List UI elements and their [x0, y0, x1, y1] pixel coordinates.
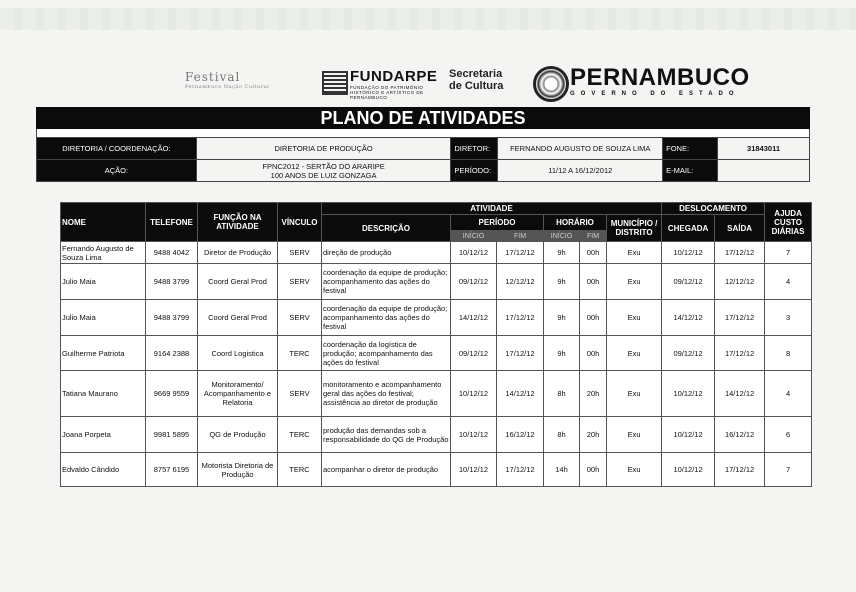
cell-saida: 17/12/12	[715, 242, 765, 264]
cell-descricao: coordenação da equipe de produção; acompanhamento das ações do festival	[322, 264, 451, 300]
cell-h-inicio: 8h	[544, 371, 580, 417]
fundarpe-logo-text: FUNDARPE	[350, 68, 438, 85]
cell-vinculo: TERC	[278, 453, 322, 487]
cell-funcao: Diretor de Produção	[198, 242, 278, 264]
cell-chegada: 14/12/12	[662, 300, 715, 336]
cell-ajuda: 6	[765, 417, 812, 453]
cell-p-inicio: 14/12/12	[451, 300, 497, 336]
cell-h-inicio: 9h	[544, 336, 580, 371]
cell-p-fim: 17/12/12	[497, 453, 544, 487]
cell-ajuda: 3	[765, 300, 812, 336]
cell-funcao: Coord Logistica	[198, 336, 278, 371]
cell-ajuda: 7	[765, 242, 812, 264]
cell-funcao: Coord Geral Prod	[198, 264, 278, 300]
cell-h-inicio: 9h	[544, 242, 580, 264]
cell-h-fim: 00h	[580, 264, 607, 300]
cell-municipio: Exu	[607, 264, 662, 300]
activities-table	[60, 202, 812, 487]
pernambuco-logo-text: PERNAMBUCO	[570, 64, 750, 91]
cell-h-inicio: 8h	[544, 417, 580, 453]
acao-value-line-1: FPNC2012 - SERTÃO DO ARARIPE	[262, 161, 385, 171]
cell-municipio: Exu	[607, 336, 662, 371]
cell-saida: 12/12/12	[715, 264, 765, 300]
cell-h-fim: 00h	[580, 336, 607, 371]
col-periodo: PERÍODO	[451, 215, 544, 231]
secretaria-line-2: de Cultura	[449, 80, 504, 92]
cell-saida: 17/12/12	[715, 300, 765, 336]
cell-telefone: 9488 3799	[146, 264, 198, 300]
cell-telefone: 9164 2388	[146, 336, 198, 371]
cell-nome: Joana Porpeta	[61, 417, 146, 453]
governo-logo-text: GOVERNO DO ESTADO	[570, 91, 740, 97]
fundarpe-logo-subtext: FUNDAÇÃO DO PATRIMÔNIO HISTÓRICO E ARTÍSTICO DE PERNAMBUCO	[350, 85, 424, 100]
cell-telefone: 9669 9559	[146, 371, 198, 417]
cell-ajuda: 4	[765, 371, 812, 417]
cell-chegada: 09/12/12	[662, 264, 715, 300]
cell-p-inicio: 09/12/12	[451, 336, 497, 371]
col-municipio: MUNICÍPIO / DISTRITO	[607, 215, 662, 242]
cell-funcao: Monitoramento/ Acompanhamento e Relatoria	[198, 371, 278, 417]
cell-chegada: 09/12/12	[662, 336, 715, 371]
col-ajuda: AJUDA CUSTO DIÁRIAS	[765, 203, 812, 242]
cell-h-fim: 20h	[580, 417, 607, 453]
cell-nome: Tatiana Maurano	[61, 371, 146, 417]
cell-p-inicio: 10/12/12	[451, 417, 497, 453]
cell-vinculo: TERC	[278, 336, 322, 371]
cell-nome: Julio Maia	[61, 264, 146, 300]
cell-chegada: 10/12/12	[662, 371, 715, 417]
cell-vinculo: SERV	[278, 242, 322, 264]
secretaria-logo	[449, 68, 503, 92]
festival-logo	[185, 70, 269, 90]
document	[36, 107, 810, 182]
cell-vinculo: TERC	[278, 417, 322, 453]
col-saida: SAÍDA	[715, 215, 765, 242]
cell-telefone: 9488 3799	[146, 300, 198, 336]
festival-logo-text: Festival	[185, 70, 241, 84]
col-periodo-inicio: INÍCIO	[451, 231, 497, 242]
cell-municipio: Exu	[607, 453, 662, 487]
cell-nome: Julio Maia	[61, 300, 146, 336]
col-nome: NOME	[61, 203, 146, 242]
fundarpe-mark-icon	[322, 71, 348, 95]
acao-value	[196, 160, 451, 182]
cell-ajuda: 7	[765, 453, 812, 487]
festival-logo-subtext: Pernambuco Nação Cultural	[185, 84, 270, 90]
diretor-value: FERNANDO AUGUSTO DE SOUZA LIMA	[498, 138, 663, 160]
cell-h-inicio: 9h	[544, 300, 580, 336]
cell-saida: 16/12/12	[715, 417, 765, 453]
col-vinculo: VÍNCULO	[278, 203, 322, 242]
logo-bar	[185, 62, 750, 106]
cell-saida: 17/12/12	[715, 336, 765, 371]
fone-value: 31843011	[718, 138, 810, 160]
cell-p-fim: 17/12/12	[497, 242, 544, 264]
cell-descricao: produção das demandas sob a responsabilidade do QG de Produção	[322, 417, 451, 453]
diretor-label: DIRETOR:	[451, 138, 498, 160]
table-row	[61, 242, 812, 264]
cell-p-inicio: 10/12/12	[451, 242, 497, 264]
table-body	[61, 242, 812, 487]
cell-chegada: 10/12/12	[662, 453, 715, 487]
cell-chegada: 10/12/12	[662, 417, 715, 453]
cell-nome: Fernando Augusto de Souza Lima	[61, 242, 146, 264]
cell-h-fim: 20h	[580, 371, 607, 417]
scan-top-band	[0, 8, 856, 30]
cell-h-inicio: 14h	[544, 453, 580, 487]
cell-telefone: 9981 5895	[146, 417, 198, 453]
cell-municipio: Exu	[607, 417, 662, 453]
cell-descricao: acompanhar o diretor de produção	[322, 453, 451, 487]
cell-funcao: QG de Produção	[198, 417, 278, 453]
cell-vinculo: SERV	[278, 264, 322, 300]
col-deslocamento: DESLOCAMENTO	[662, 203, 765, 215]
cell-h-fim: 00h	[580, 300, 607, 336]
cell-municipio: Exu	[607, 242, 662, 264]
table-row	[61, 417, 812, 453]
cell-descricao: coordenação da logística de produção; acompanhamento das ações do festival	[322, 336, 451, 371]
cell-municipio: Exu	[607, 300, 662, 336]
cell-p-fim: 16/12/12	[497, 417, 544, 453]
cell-p-inicio: 09/12/12	[451, 264, 497, 300]
page-title: PLANO DE ATIVIDADES	[36, 107, 810, 129]
email-value	[718, 160, 810, 182]
cell-telefone: 9488 4042	[146, 242, 198, 264]
cell-p-inicio: 10/12/12	[451, 371, 497, 417]
cell-ajuda: 4	[765, 264, 812, 300]
cell-saida: 14/12/12	[715, 371, 765, 417]
table-row	[61, 371, 812, 417]
cell-nome: Edvaldo Cândido	[61, 453, 146, 487]
cell-vinculo: SERV	[278, 371, 322, 417]
email-label: E-MAIL:	[663, 160, 718, 182]
diretoria-value: DIRETORIA DE PRODUÇÃO	[196, 138, 451, 160]
cell-h-inicio: 9h	[544, 264, 580, 300]
cell-p-fim: 17/12/12	[497, 300, 544, 336]
periodo-value: 11/12 A 16/12/2012	[498, 160, 663, 182]
cell-telefone: 8757 6195	[146, 453, 198, 487]
cell-vinculo: SERV	[278, 300, 322, 336]
col-atividade: ATIVIDADE	[322, 203, 662, 215]
cell-descricao: coordenação da equipe de produção; acompanhamento das ações do festival	[322, 300, 451, 336]
cell-nome: Guilherme Patriota	[61, 336, 146, 371]
col-descricao: DESCRIÇÃO	[322, 215, 451, 242]
cell-ajuda: 8	[765, 336, 812, 371]
cell-municipio: Exu	[607, 371, 662, 417]
cell-p-inicio: 10/12/12	[451, 453, 497, 487]
cell-saida: 17/12/12	[715, 453, 765, 487]
col-horario-fim: FIM	[580, 231, 607, 242]
periodo-label: PERÍODO:	[451, 160, 498, 182]
col-funcao: FUNÇÃO NA ATIVIDADE	[198, 203, 278, 242]
state-seal-icon	[533, 66, 569, 102]
table-row	[61, 453, 812, 487]
cell-descricao: monitoramento e acompanhamento geral das ações do festival; assistência ao diretor de produção	[322, 371, 451, 417]
secretaria-line-1: Secretaria	[449, 68, 503, 80]
cell-p-fim: 14/12/12	[497, 371, 544, 417]
acao-label: AÇÃO:	[37, 160, 197, 182]
pernambuco-logo	[570, 66, 750, 99]
cell-funcao: Coord Geral Prod	[198, 300, 278, 336]
table-row	[61, 300, 812, 336]
col-telefone: TELEFONE	[146, 203, 198, 242]
cell-p-fim: 12/12/12	[497, 264, 544, 300]
col-chegada: CHEGADA	[662, 215, 715, 242]
col-periodo-fim: FIM	[497, 231, 544, 242]
acao-value-line-2: 100 ANOS DE LUIZ GONZAGA	[270, 170, 377, 180]
cell-chegada: 10/12/12	[662, 242, 715, 264]
cell-h-fim: 00h	[580, 242, 607, 264]
table-row	[61, 264, 812, 300]
col-horario: HORÁRIO	[544, 215, 607, 231]
diretoria-label: DIRETORIA / COORDENAÇÃO:	[37, 138, 197, 160]
header-table	[36, 137, 810, 182]
table-row	[61, 336, 812, 371]
fone-label: FONE:	[663, 138, 718, 160]
cell-funcao: Motorista Diretoria de Produção	[198, 453, 278, 487]
cell-p-fim: 17/12/12	[497, 336, 544, 371]
cell-descricao: direção de produção	[322, 242, 451, 264]
col-horario-inicio: INÍCIO	[544, 231, 580, 242]
fundarpe-logo	[322, 68, 440, 100]
cell-h-fim: 00h	[580, 453, 607, 487]
